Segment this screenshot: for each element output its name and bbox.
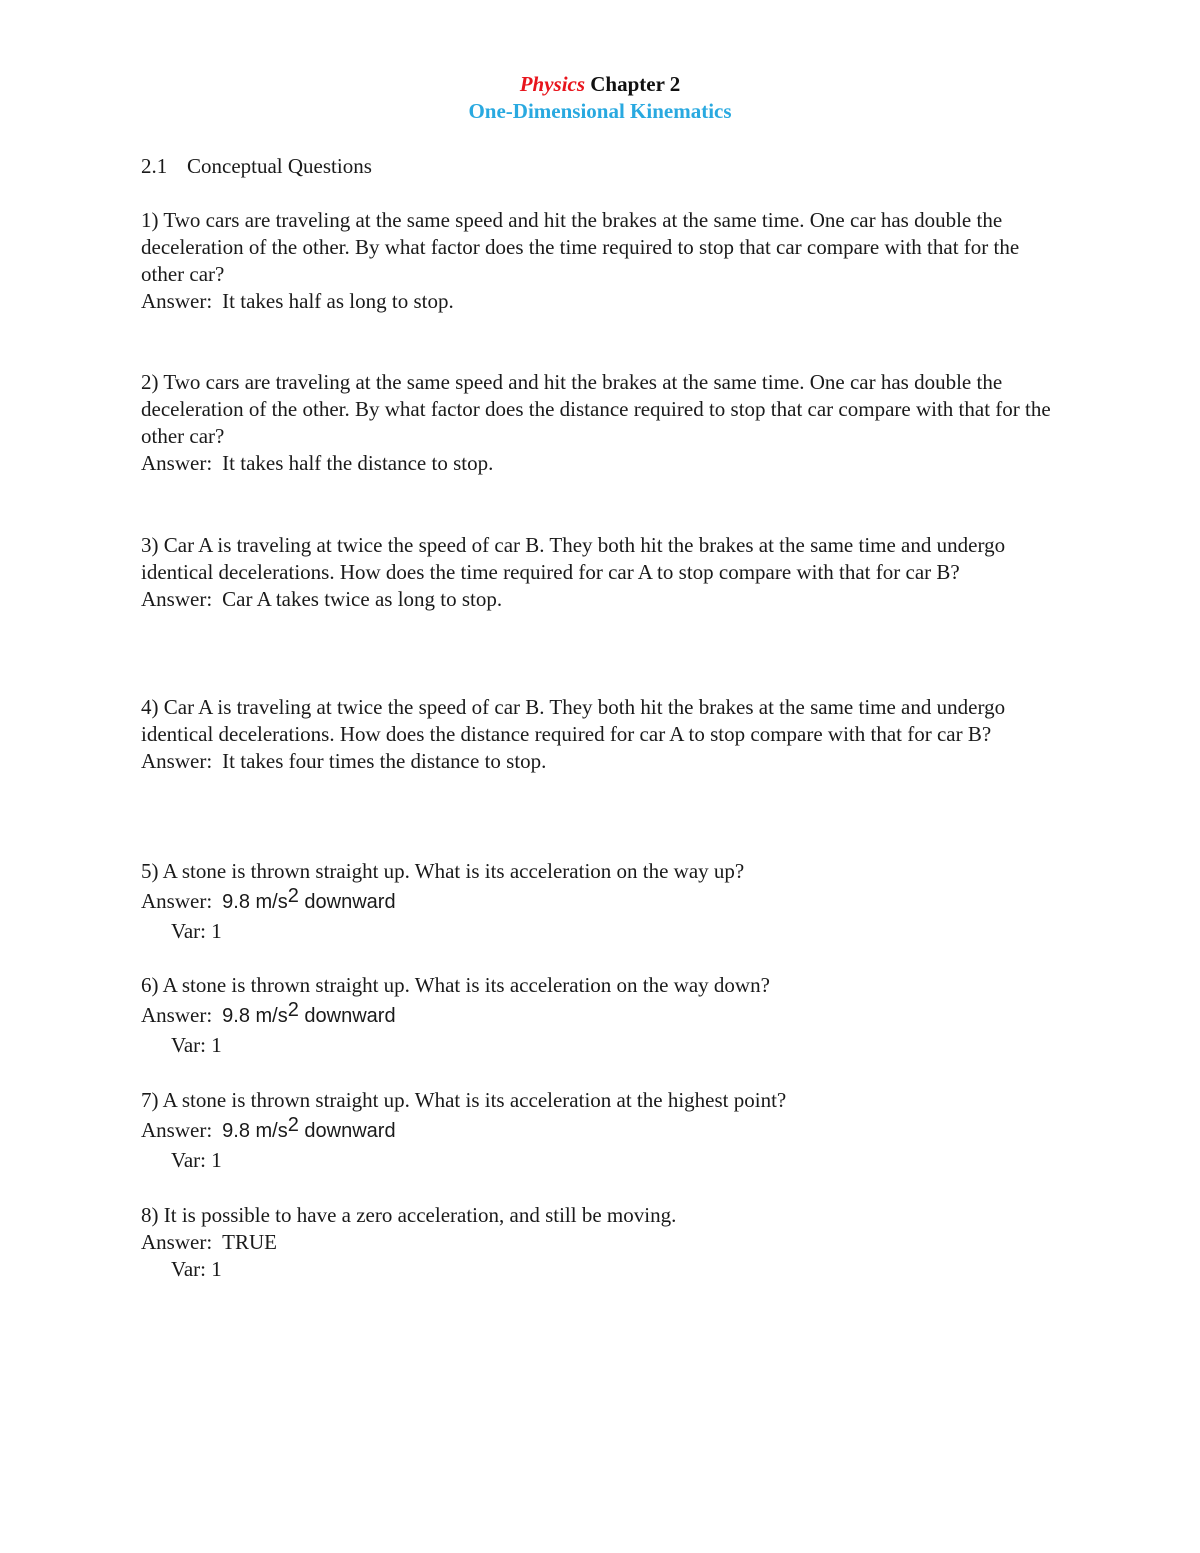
question-text: 8) It is possible to have a zero acceleration, and still be moving. (141, 1203, 677, 1227)
var-line: Var: 1 (171, 1257, 222, 1281)
answer-text: It takes half the distance to stop. (222, 451, 494, 475)
var-line: Var: 1 (171, 1148, 222, 1172)
question-text: 5) A stone is thrown straight up. What is its acceleration on the way up? (141, 859, 745, 883)
section-title: Conceptual Questions (187, 154, 372, 178)
answer-line (141, 586, 1061, 613)
answer-direction: downward (298, 1005, 396, 1027)
answer-value: 9.8 m/s (222, 1120, 288, 1142)
answer-label: Answer: (141, 1003, 213, 1027)
answer-line (141, 1114, 1061, 1147)
var-line: Var: 1 (171, 1033, 222, 1057)
question-text: 7) A stone is thrown straight up. What is its acceleration at the highest point? (141, 1088, 787, 1112)
answer-direction: downward (298, 891, 396, 913)
question-5 (141, 858, 1061, 945)
chapter-subtitle: One-Dimensional Kinematics (468, 99, 732, 123)
answer-line (141, 748, 1061, 775)
answer-line (141, 885, 1061, 918)
answer-label: Answer: (141, 1230, 213, 1254)
section-heading (141, 153, 372, 179)
answer-line (141, 288, 1061, 315)
answer-exponent: 2 (287, 885, 299, 907)
question-1 (141, 207, 1061, 315)
answer-line (141, 450, 1061, 477)
answer-text: Car A takes twice as long to stop. (222, 587, 503, 611)
answer-exponent: 2 (287, 999, 299, 1021)
answer-label: Answer: (141, 889, 213, 913)
answer-value: 9.8 m/s (222, 891, 288, 913)
question-4 (141, 694, 1061, 775)
answer-value: 9.8 m/s (222, 1005, 288, 1027)
question-text: 3) Car A is traveling at twice the speed of car B. They both hit the brakes at the same time and undergo identical decelerations. How does the time required for car A to stop compare with that for car B? (141, 533, 1006, 584)
var-line: Var: 1 (171, 919, 222, 943)
answer-exponent: 2 (287, 1114, 299, 1136)
question-text: 2) Two cars are traveling at the same speed and hit the brakes at the same time. One car has double the deceleration of the other. By what factor does the distance required to stop that car compare with that for the other car? (141, 370, 1051, 448)
question-text: 6) A stone is thrown straight up. What is its acceleration on the way down? (141, 973, 770, 997)
question-3 (141, 532, 1061, 613)
answer-label: Answer: (141, 749, 213, 773)
answer-direction: downward (298, 1120, 396, 1142)
answer-label: Answer: (141, 587, 213, 611)
answer-line (141, 1229, 1061, 1256)
section-number: 2.1 (141, 154, 168, 178)
question-8 (141, 1202, 1061, 1283)
answer-label: Answer: (141, 289, 213, 313)
answer-text: It takes four times the distance to stop. (222, 749, 547, 773)
question-6 (141, 972, 1061, 1059)
answer-text: TRUE (222, 1230, 277, 1254)
answer-line (141, 999, 1061, 1032)
subject-name: Physics (519, 72, 586, 96)
question-7 (141, 1087, 1061, 1174)
question-2 (141, 369, 1061, 477)
chapter-number: Chapter 2 (590, 72, 681, 96)
question-text: 4) Car A is traveling at twice the speed of car B. They both hit the brakes at the same time and undergo identical decelerations. How does the distance required for car A to stop compare with that for car B? (141, 695, 1006, 746)
answer-label: Answer: (141, 1118, 213, 1142)
question-text: 1) Two cars are traveling at the same speed and hit the brakes at the same time. One car has double the deceleration of the other. By what factor does the time required to stop that car compare with that for the other car? (141, 208, 1020, 286)
answer-label: Answer: (141, 451, 213, 475)
answer-text: It takes half as long to stop. (222, 289, 454, 313)
chapter-title (0, 71, 1200, 97)
